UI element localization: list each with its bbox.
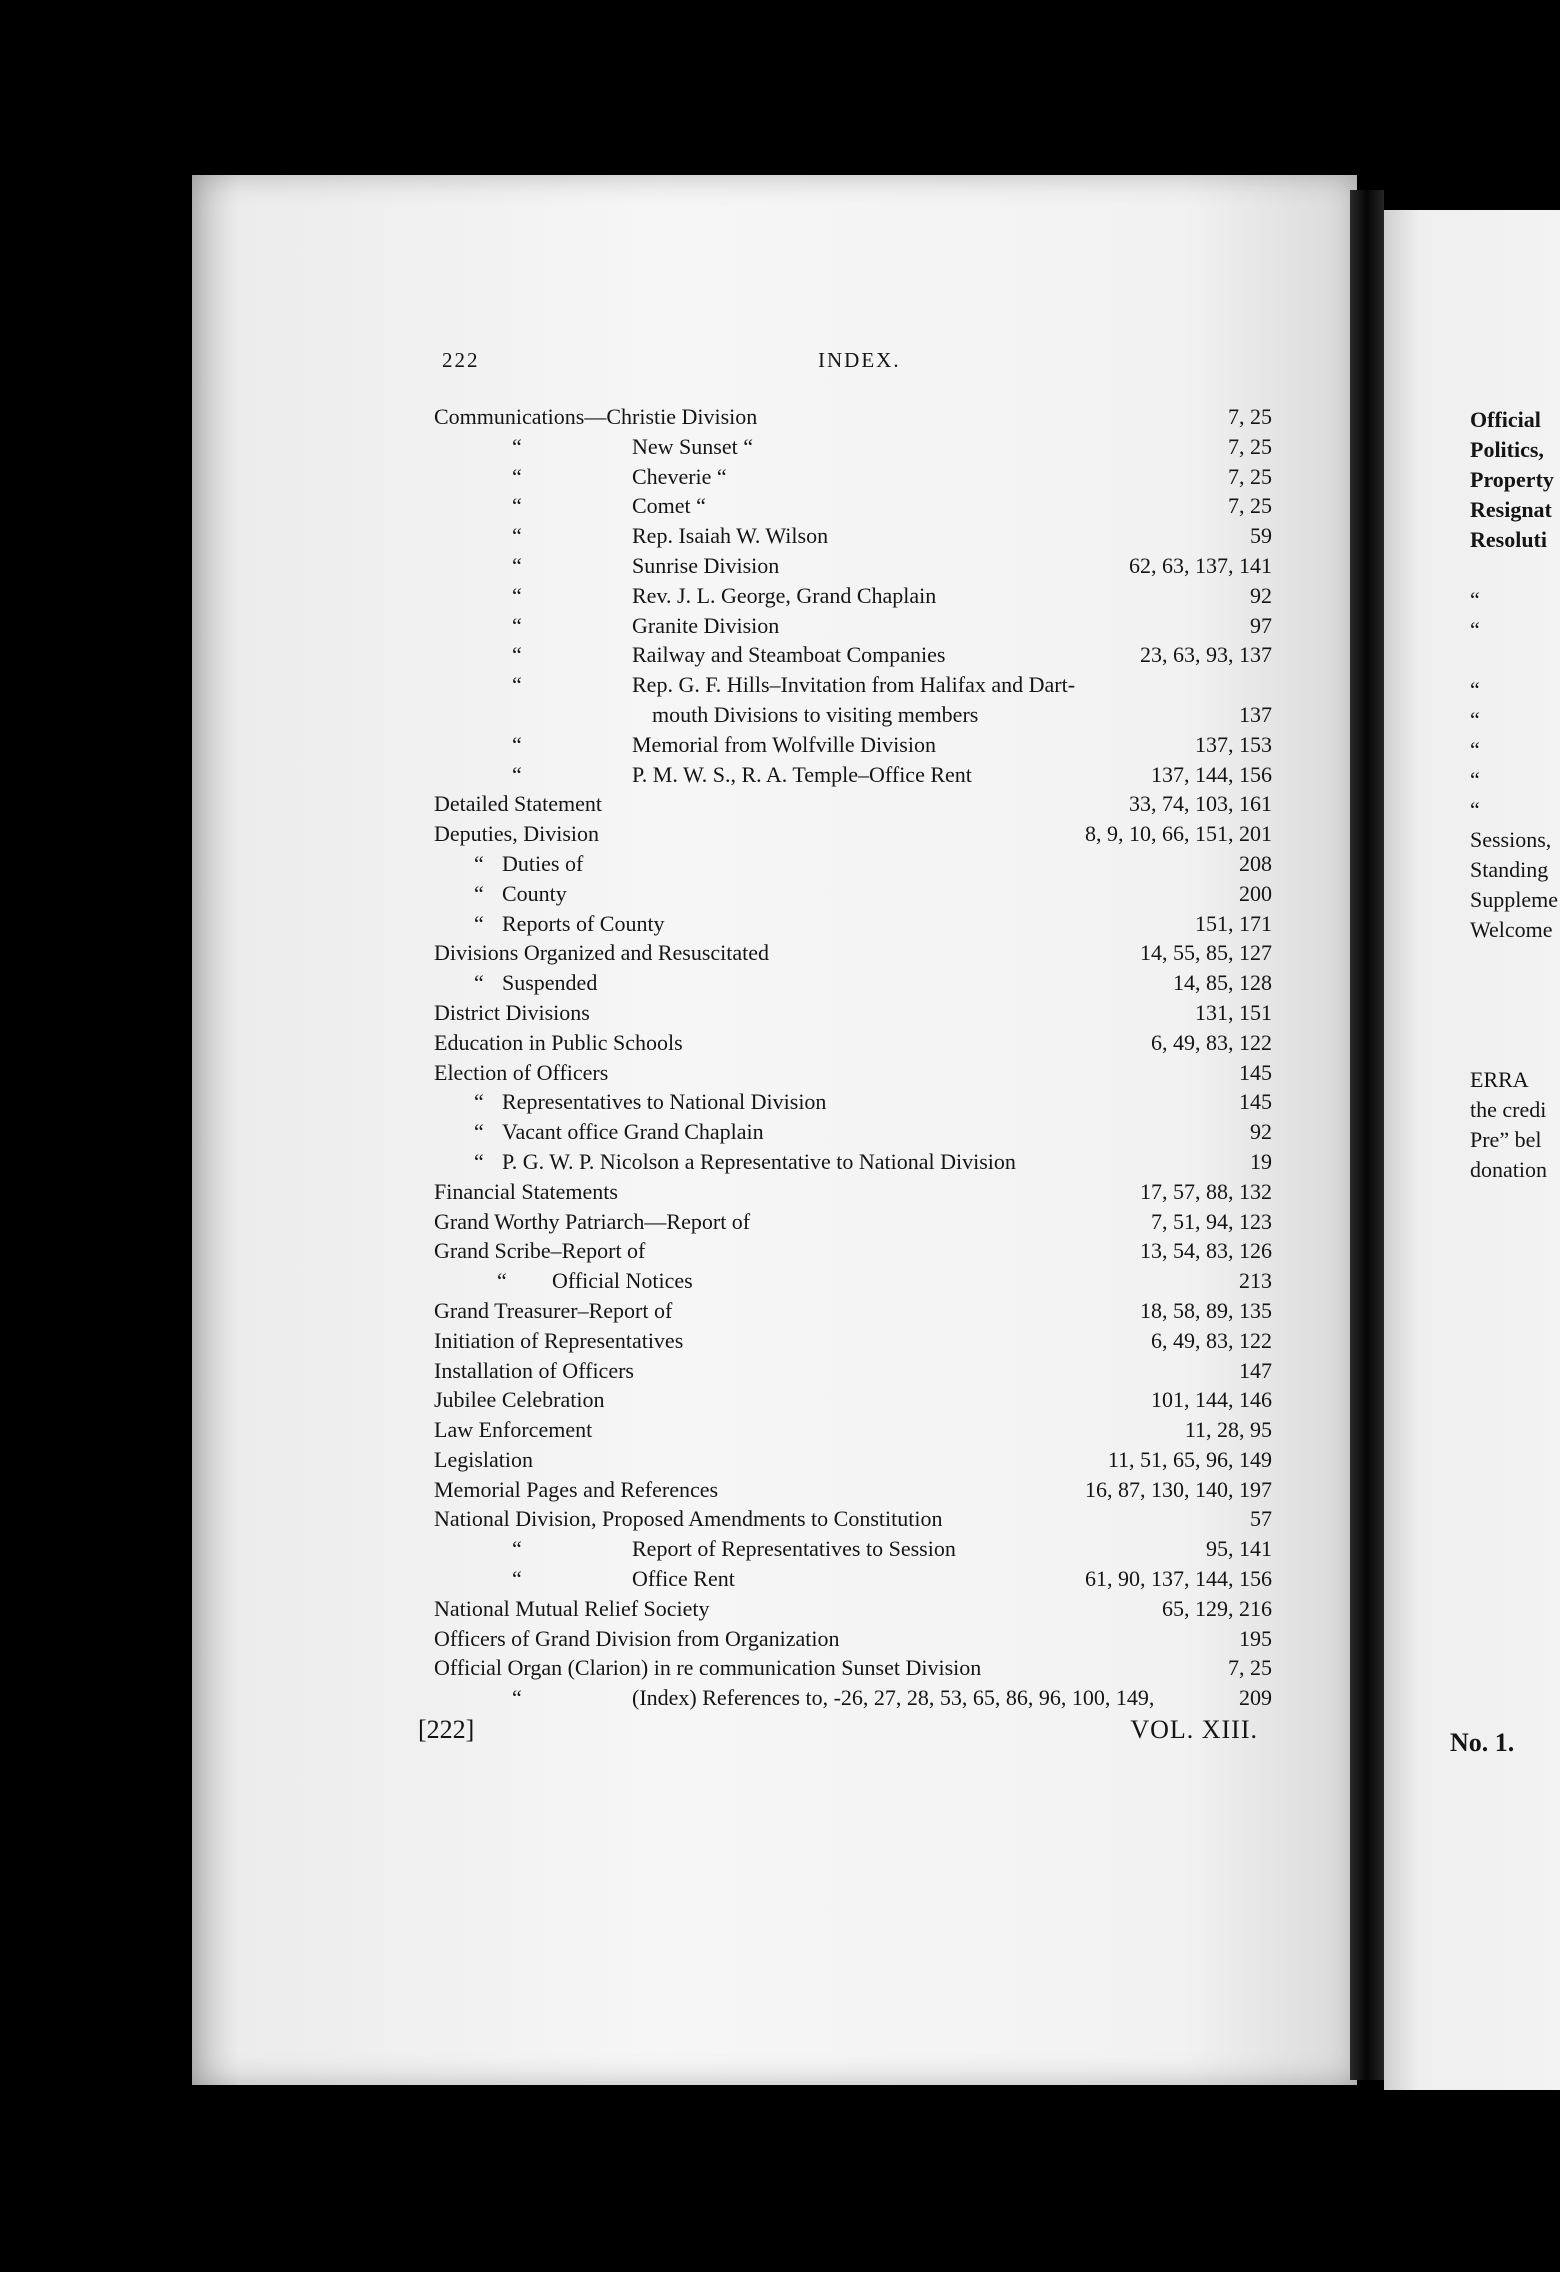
index-entry [422,402,1272,432]
index-entry [422,998,1272,1028]
entry-label: Legislation [434,1446,533,1472]
ditto-mark: “ [497,1268,507,1294]
entry-label: Reports of County [502,910,665,936]
right-page-line: “ [1470,707,1480,732]
entry-pages: 7, 25 [1228,1655,1272,1681]
entry-label: Duties of [502,850,584,876]
entry-label: Initiation of Representatives [434,1327,684,1353]
entry-label: mouth Divisions to visiting members [652,701,979,727]
right-page-line: Property [1470,467,1554,492]
entry-pages: 151, 171 [1195,910,1272,936]
right-page-line: Standing [1470,857,1549,882]
entry-label: (Index) References to, -26, 27, 28, 53, 65, 86, 96, 100, 149, [632,1685,1155,1711]
entry-label: Financial Statements [434,1178,618,1204]
entry-pages: 61, 90, 137, 144, 156 [1085,1566,1272,1592]
entry-label: Education in Public Schools [434,1029,683,1055]
entry-label: Report of Representatives to Session [632,1536,956,1562]
entry-label: Deputies, Division [434,821,599,847]
ditto-mark: “ [512,1685,522,1711]
ditto-mark: “ [512,552,522,578]
entry-pages: 19 [1250,1148,1272,1174]
right-page-line: Resignat [1470,497,1552,522]
index-entry [422,491,1272,521]
ditto-mark: “ [512,1536,522,1562]
index-entry [422,1594,1272,1624]
index-entry [422,909,1272,939]
index-entry [422,1653,1272,1683]
right-page-line: “ [1470,767,1480,792]
right-page-line: Pre” bel [1470,1127,1542,1152]
entry-pages: 131, 151 [1195,999,1272,1025]
index-entry [422,730,1272,760]
entry-pages: 23, 63, 93, 137 [1140,642,1272,668]
index-entry [422,521,1272,551]
entry-label: Rep. G. F. Hills–Invitation from Halifax and Dart- [632,672,1076,698]
entry-pages: 137 [1239,701,1272,727]
entry-label: Election of Officers [434,1059,609,1085]
right-page-line: donation [1470,1157,1547,1182]
index-entry [422,1207,1272,1237]
ditto-mark: “ [512,761,522,787]
index-entry [422,1415,1272,1445]
ditto-mark: “ [512,582,522,608]
entry-pages: 145 [1239,1059,1272,1085]
entry-pages: 16, 87, 130, 140, 197 [1085,1476,1272,1502]
entry-pages: 7, 51, 94, 123 [1151,1208,1272,1234]
right-page-footer: No. 1. [1450,1728,1515,1757]
entry-pages: 95, 141 [1206,1536,1272,1562]
entry-pages: 13, 54, 83, 126 [1140,1238,1272,1264]
entry-label: National Mutual Relief Society [434,1595,710,1621]
ditto-mark: “ [512,1566,522,1592]
ditto-mark: “ [512,433,522,459]
right-page-line: Politics, [1470,437,1544,462]
right-page-line: ERRA [1470,1067,1529,1092]
index-entry [422,551,1272,581]
ditto-mark: “ [512,672,522,698]
ditto-mark: “ [474,850,484,876]
index-entry [422,1564,1272,1594]
entry-label: Communications—Christie Division [434,404,758,429]
entry-label: Grand Treasurer–Report of [434,1297,673,1323]
entry-label: P. G. W. P. Nicolson a Representative to National Division [502,1148,1016,1174]
entry-pages: 97 [1250,612,1272,638]
volume-label: VOL. XIII. [1130,1715,1258,1744]
index-entry [422,700,1272,730]
right-page-line: “ [1470,587,1480,612]
index-entry [422,789,1272,819]
entry-pages: 7, 25 [1228,433,1272,459]
entry-label: Sunrise Division [632,552,780,578]
entry-label: Representatives to National Division [502,1089,827,1115]
right-page-line: Suppleme [1470,887,1558,912]
ditto-mark: “ [512,731,522,757]
index-entry [422,819,1272,849]
entry-label: Office Rent [632,1566,735,1592]
page-title: INDEX. [818,348,901,372]
entry-pages: 147 [1239,1357,1272,1383]
entry-label: Official Organ (Clarion) in re communication Sunset Division [434,1655,982,1681]
index-entry [422,1504,1272,1534]
entry-label: Rep. Isaiah W. Wilson [632,523,829,549]
ditto-mark: “ [512,463,522,489]
right-page-line: “ [1470,617,1480,642]
right-page-line [1470,1035,1560,1065]
index-entry [422,760,1272,790]
entry-label: Official Notices [552,1268,693,1294]
entry-pages: 8, 9, 10, 66, 151, 201 [1085,821,1272,847]
right-page-line: “ [1470,677,1480,702]
entry-pages: 7, 25 [1228,493,1272,519]
index-entry [422,1177,1272,1207]
entry-label: Memorial from Wolfville Division [632,731,936,757]
entry-label: Suspended [502,970,598,996]
entry-pages: 57 [1250,1506,1272,1532]
entry-label: National Division, Proposed Amendments to Constitution [434,1506,943,1532]
entry-pages: 137, 153 [1195,731,1272,757]
index-entry [422,1087,1272,1117]
ditto-mark: “ [474,910,484,936]
entry-pages: 14, 85, 128 [1173,970,1272,996]
entry-label: Vacant office Grand Chaplain [502,1119,764,1145]
index-entry [422,640,1272,670]
entry-label: Grand Worthy Patriarch—Report of [434,1208,751,1234]
ditto-mark: “ [512,493,522,519]
entry-pages: 92 [1250,582,1272,608]
entry-pages: 14, 55, 85, 127 [1140,940,1272,966]
index-entry [422,1385,1272,1415]
ditto-mark: “ [474,970,484,996]
entry-pages: 145 [1239,1089,1272,1115]
index-entry [422,1266,1272,1296]
index-entries [422,402,1272,1713]
ditto-mark: “ [474,1148,484,1174]
index-entry [422,1236,1272,1266]
index-entry [422,1356,1272,1386]
index-entry [422,1028,1272,1058]
entry-pages: 11, 28, 95 [1184,1417,1272,1443]
index-entry [422,611,1272,641]
entry-label: District Divisions [434,999,590,1025]
index-entry [422,1445,1272,1475]
right-page-line: Official [1470,407,1541,432]
index-entry [422,1296,1272,1326]
entry-pages: 7, 25 [1228,463,1272,489]
entry-label: Divisions Organized and Resuscitated [434,940,770,966]
entry-pages: 18, 58, 89, 135 [1140,1297,1272,1323]
entry-pages: 11, 51, 65, 96, 149 [1107,1446,1272,1472]
entry-pages: 65, 129, 216 [1162,1595,1272,1621]
index-entry [422,849,1272,879]
ditto-mark: “ [474,1089,484,1115]
entry-pages: 209 [1239,1685,1272,1711]
entry-label: Installation of Officers [434,1357,634,1383]
ditto-mark: “ [512,612,522,638]
entry-pages: 213 [1239,1268,1272,1294]
entry-pages: 208 [1239,850,1272,876]
right-page-line: Sessions, [1470,827,1552,852]
entry-pages: 6, 49, 83, 122 [1151,1327,1272,1353]
ditto-mark: “ [512,523,522,549]
right-page-line [1470,645,1560,675]
entry-label: Comet “ [632,493,706,519]
book-gutter [1350,190,1384,2080]
right-page-text [1470,405,1560,1185]
entry-label: Rev. J. L. George, Grand Chaplain [632,582,937,608]
entry-pages: 33, 74, 103, 161 [1129,791,1272,817]
entry-label: Officers of Grand Division from Organization [434,1625,840,1651]
page-number-bottom: [222] [418,1715,475,1744]
page-header [438,348,1260,378]
entry-pages: 7, 25 [1228,404,1272,429]
entry-pages: 17, 57, 88, 132 [1140,1178,1272,1204]
index-entry [422,938,1272,968]
page-footer [418,1715,1258,1751]
index-entry [422,670,1272,700]
entry-label: County [502,880,567,906]
entry-label: Jubilee Celebration [434,1387,605,1413]
entry-pages: 195 [1239,1625,1272,1651]
index-entry [422,1624,1272,1654]
entry-pages: 62, 63, 137, 141 [1129,552,1272,578]
right-page-line [1470,975,1560,1005]
index-entry [422,1058,1272,1088]
entry-label: Grand Scribe–Report of [434,1238,646,1264]
index-entry [422,1475,1272,1505]
entry-pages: 92 [1250,1119,1272,1145]
right-page-line: the credi [1470,1097,1547,1122]
entry-label: Detailed Statement [434,791,602,817]
index-entry [422,1683,1272,1713]
entry-label: Granite Division [632,612,780,638]
entry-label: Law Enforcement [434,1417,593,1443]
entry-label: New Sunset “ [632,433,753,459]
index-entry [422,1117,1272,1147]
right-page-line [1470,945,1560,975]
index-entry [422,1534,1272,1564]
entry-label: P. M. W. S., R. A. Temple–Office Rent [632,761,972,787]
page-number-top: 222 [442,348,480,372]
right-page-line: “ [1470,737,1480,762]
entry-label: Railway and Steamboat Companies [632,642,946,668]
right-page-line: “ [1470,797,1480,822]
entry-label: Cheverie “ [632,463,727,489]
right-page-line: Welcome [1470,917,1553,942]
index-entry [422,879,1272,909]
index-entry [422,432,1272,462]
ditto-mark: “ [474,880,484,906]
index-entry [422,968,1272,998]
entry-pages: 6, 49, 83, 122 [1151,1029,1272,1055]
entry-label: Memorial Pages and References [434,1476,719,1502]
entry-pages: 137, 144, 156 [1151,761,1272,787]
index-entry [422,581,1272,611]
ditto-mark: “ [474,1119,484,1145]
right-page-line [1470,1005,1560,1035]
entry-pages: 200 [1239,880,1272,906]
entry-pages: 101, 144, 146 [1151,1387,1272,1413]
entry-pages: 59 [1250,523,1272,549]
right-page-line [1470,555,1560,585]
right-page-line: Resoluti [1470,527,1547,552]
index-entry [422,462,1272,492]
ditto-mark: “ [512,642,522,668]
index-entry [422,1147,1272,1177]
index-entry [422,1326,1272,1356]
